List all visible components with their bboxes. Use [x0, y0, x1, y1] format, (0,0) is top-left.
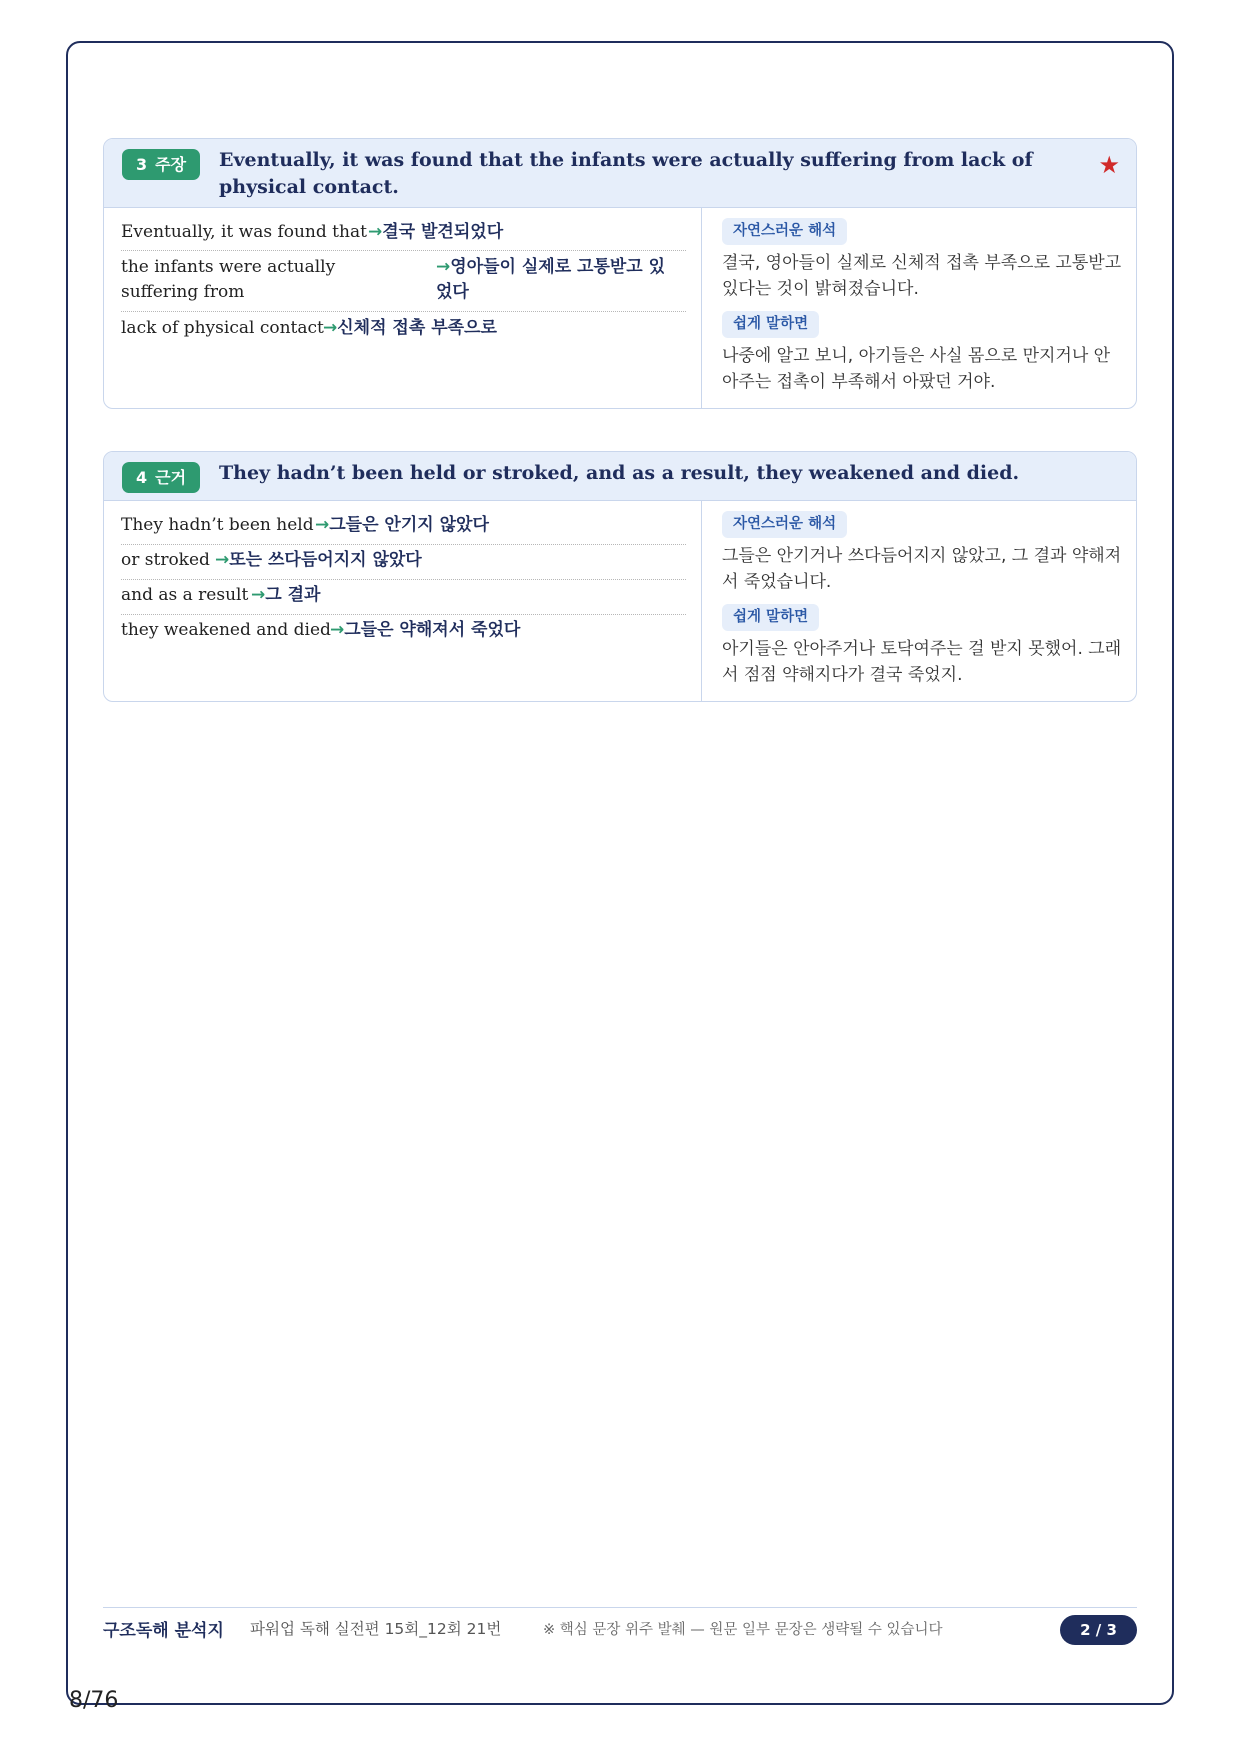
chunk-ko: →그 결과 — [251, 585, 321, 605]
chunk-en: Eventually, it was found that — [121, 222, 367, 242]
chunk-en: and as a result — [121, 585, 249, 605]
star-icon: ★ — [1098, 151, 1120, 179]
chunk-en: They hadn’t been held — [121, 515, 314, 535]
chunk-row — [121, 255, 686, 312]
sentence-card-4 — [103, 451, 1137, 702]
footer-note: ※ 핵심 문장 위주 발췌 — 원문 일부 문장은 생략될 수 있습니다 — [543, 1622, 943, 1638]
chunk-ko: →그들은 안기지 않았다 — [315, 515, 489, 535]
natural-translation-text: 결국, 영아들이 실제로 신체적 접촉 부족으로 고통받고 있다는 것이 밝혀졌습니다. — [722, 253, 1122, 299]
chunk-row — [121, 513, 686, 545]
chunk-ko: →또는 쓰다듬어지지 않았다 — [215, 550, 422, 570]
chunk-ko: →신체적 접촉 부족으로 — [323, 318, 497, 338]
badge-claim: 3 주장 — [122, 149, 200, 180]
card-header — [104, 139, 1136, 208]
chunk-en: or stroked — [121, 550, 210, 570]
chunk-row — [121, 583, 686, 615]
card-header — [104, 452, 1136, 501]
key-sentence: They hadn’t been held or stroked, and as a result, they weakened and died. — [219, 462, 1020, 484]
key-sentence: Eventually, it was found that the infants were actually suffering from lack of physical contact. — [219, 149, 1033, 198]
chunk-en: the infants were actually suffering from — [121, 257, 336, 302]
footer-title: 구조독해 분석지 — [103, 1621, 224, 1641]
natural-translation-label: 자연스러운 해석 — [722, 218, 847, 245]
chunk-column — [104, 501, 702, 701]
chunk-column — [104, 208, 702, 408]
natural-translation-text: 그들은 안기거나 쓰다듬어지지 않았고, 그 결과 약해져서 죽었습니다. — [722, 546, 1122, 592]
chunk-ko: →영아들이 실제로 고통받고 있었다 — [436, 257, 666, 302]
easy-explanation-label: 쉽게 말하면 — [722, 311, 819, 338]
chunk-ko: →그들은 약해져서 죽었다 — [330, 620, 521, 640]
chunk-row — [121, 316, 686, 347]
easy-explanation-text: 아기들은 안아주거나 토닥여주는 걸 받지 못했어. 그래서 점점 약해지다가 결국 죽었지. — [722, 639, 1122, 685]
chunk-en: lack of physical contact — [121, 318, 324, 338]
footer-divider — [103, 1607, 1137, 1608]
chunk-row — [121, 220, 686, 251]
chunk-en: they weakened and died — [121, 620, 331, 640]
sentence-card-3 — [103, 138, 1137, 409]
natural-translation-label: 자연스러운 해석 — [722, 511, 847, 538]
chunk-ko: →결국 발견되었다 — [368, 222, 504, 242]
easy-explanation-label: 쉽게 말하면 — [722, 604, 819, 631]
badge-evidence: 4 근거 — [122, 462, 200, 493]
footer-subtitle: 파워업 독해 실전편 15회_12회 21번 — [250, 1620, 502, 1638]
chunk-row — [121, 548, 686, 580]
page-indicator: 2 / 3 — [1060, 1615, 1137, 1645]
chunk-row — [121, 618, 686, 650]
document-page-counter: 8/76 — [69, 1688, 119, 1713]
easy-explanation-text: 나중에 알고 보니, 아기들은 사실 몸으로 만지거나 안아주는 접촉이 부족해서 아팠던 거야. — [722, 346, 1111, 392]
